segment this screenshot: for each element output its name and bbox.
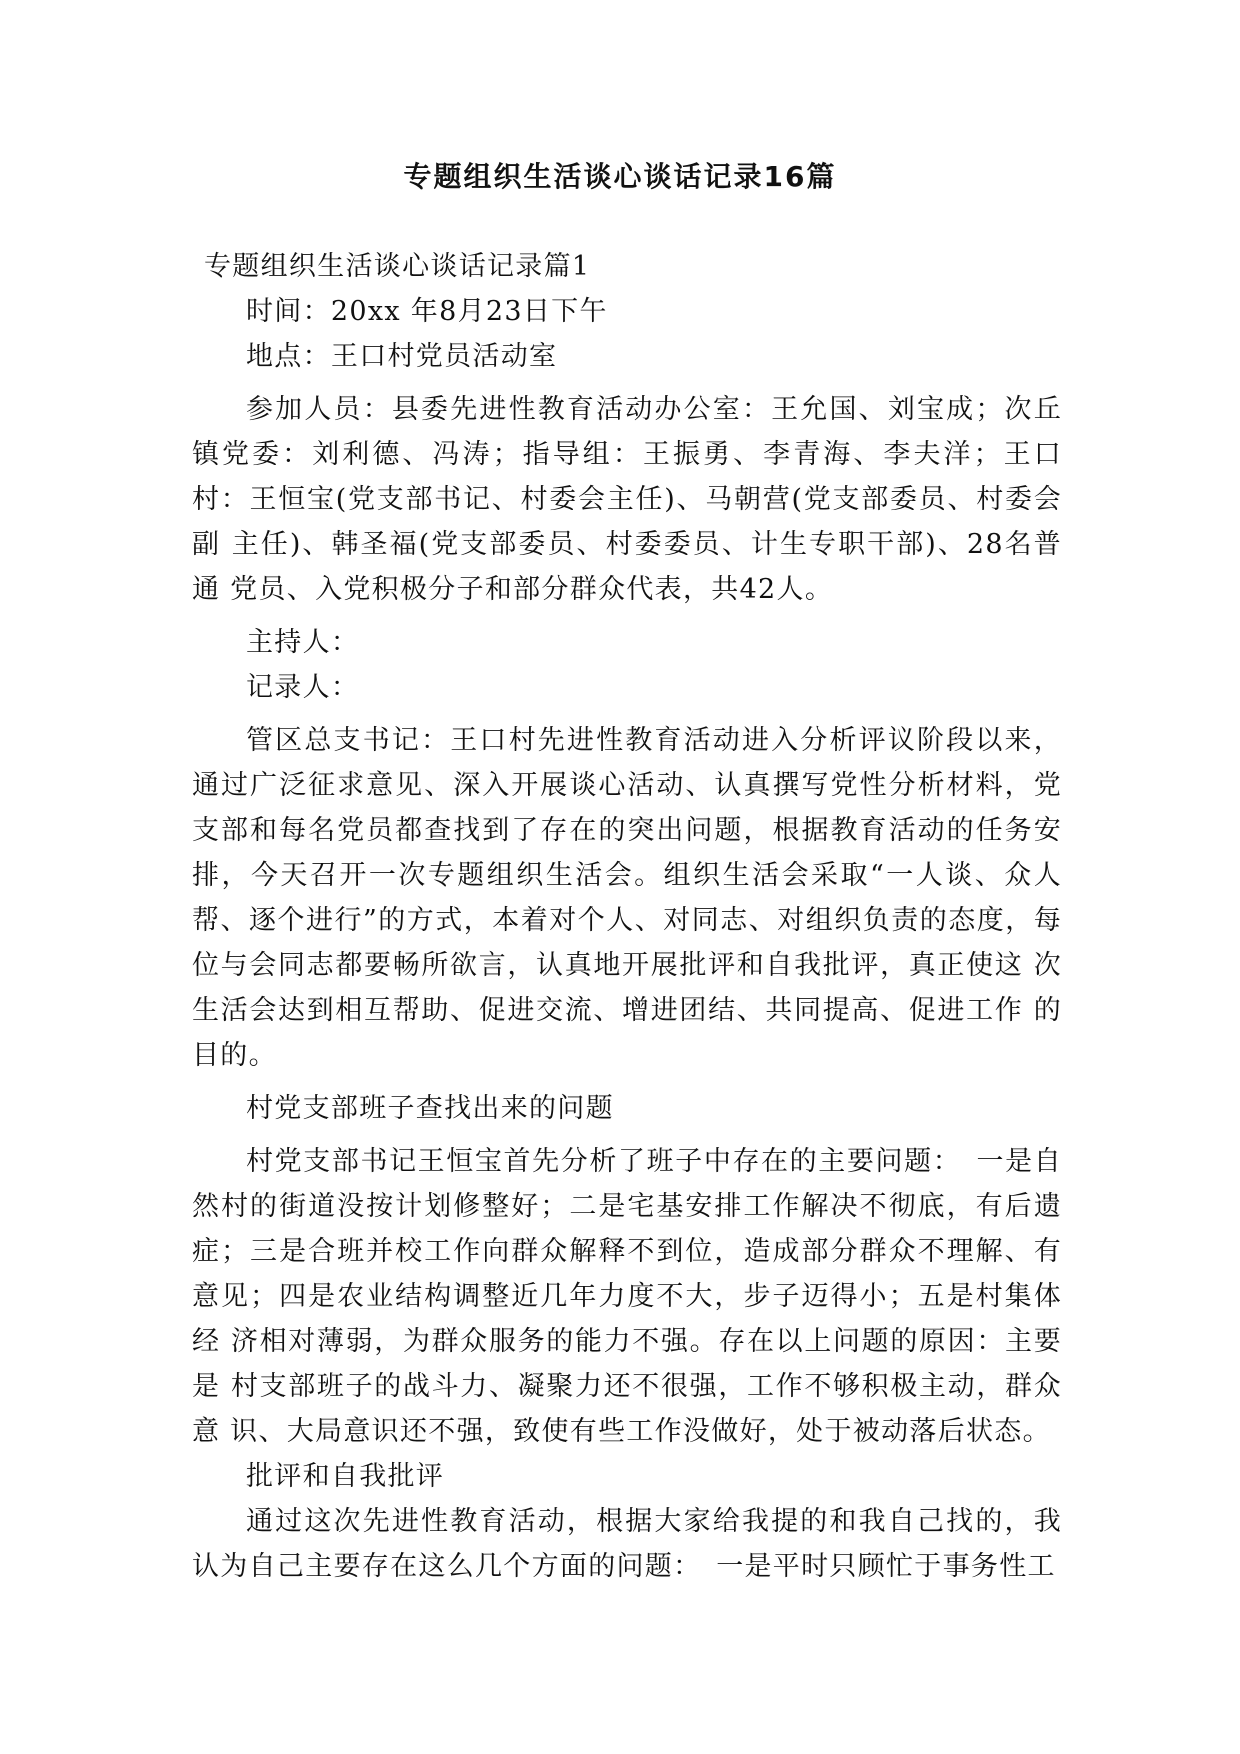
host-line: 主持人： xyxy=(246,627,360,658)
problems-heading: 村党支部班子查找出来的问题 xyxy=(246,1093,614,1124)
opening-remarks-paragraph: 管区总支书记：王口村先进性教育活动进入分析评议阶段以来，通过广泛征求意见、深入开展谈心活动、认真撰写党性分析材料，党支部和每名党员都查找到了存在的突出问题，根据教育活动的任务安排，今天召开一次专题组织生活会。组织生活会采取“一人谈、众人帮、逐个进行”的方式，本着对个人、对同志、对组织负责的态度，每位与会同志都要畅所欲言，认真地开展批评和自我批评，真正使这 次生活会达到相互帮助、促进交流、增进团结、共同提高、促进工作 的目的。 xyxy=(192,725,1062,1071)
criticism-heading: 批评和自我批评 xyxy=(246,1461,445,1492)
section-title: 专题组织生活谈心谈话记录篇1 xyxy=(204,251,591,282)
document-body xyxy=(192,244,1062,1589)
document-title: 专题组织生活谈心谈话记录16篇 xyxy=(403,160,837,193)
problems-paragraph: 村党支部书记王恒宝首先分析了班子中存在的主要问题： 一是自 然村的街道没按计划修整好；二是宅基安排工作解决不彻底，有后遗 症；三是合班并校工作向群众解释不到位，造成部分群众不理解、有 意见；四是农业结构调整近几年力度不大，步子迈得小；五是村集体经 济相对薄弱，为群众服务的能力不强。存在以上问题的原因：主要是 村支部班子的战斗力、凝聚力还不很强，工作不够积极主动，群众意 识、大局意识还不强，致使有些工作没做好，处于被动落后状态。 xyxy=(192,1146,1062,1447)
criticism-paragraph: 通过这次先进性教育活动，根据大家给我提的和我自己找的，我认为自己主要存在这么几个方面的问题： 一是平时只顾忙于事务性工 xyxy=(192,1506,1062,1582)
meeting-place: 地点：王口村党员活动室 xyxy=(246,341,558,372)
recorder-line: 记录人： xyxy=(246,672,360,703)
participants-paragraph: 参加人员：县委先进性教育活动办公室：王允国、刘宝成；次丘镇党委：刘利德、冯涛；指导组：王振勇、李青海、李夫洋；王口村：王恒宝(党支部书记、村委会主任)、马朝营(党支部委员、村委会副 主任)、韩圣福(党支部委员、村委委员、计生专职干部)、28名普通 党员、入党积极分子和部分群众代表，共42人。 xyxy=(192,394,1062,605)
meeting-time: 时间：20xx 年8月23日下午 xyxy=(246,296,608,327)
